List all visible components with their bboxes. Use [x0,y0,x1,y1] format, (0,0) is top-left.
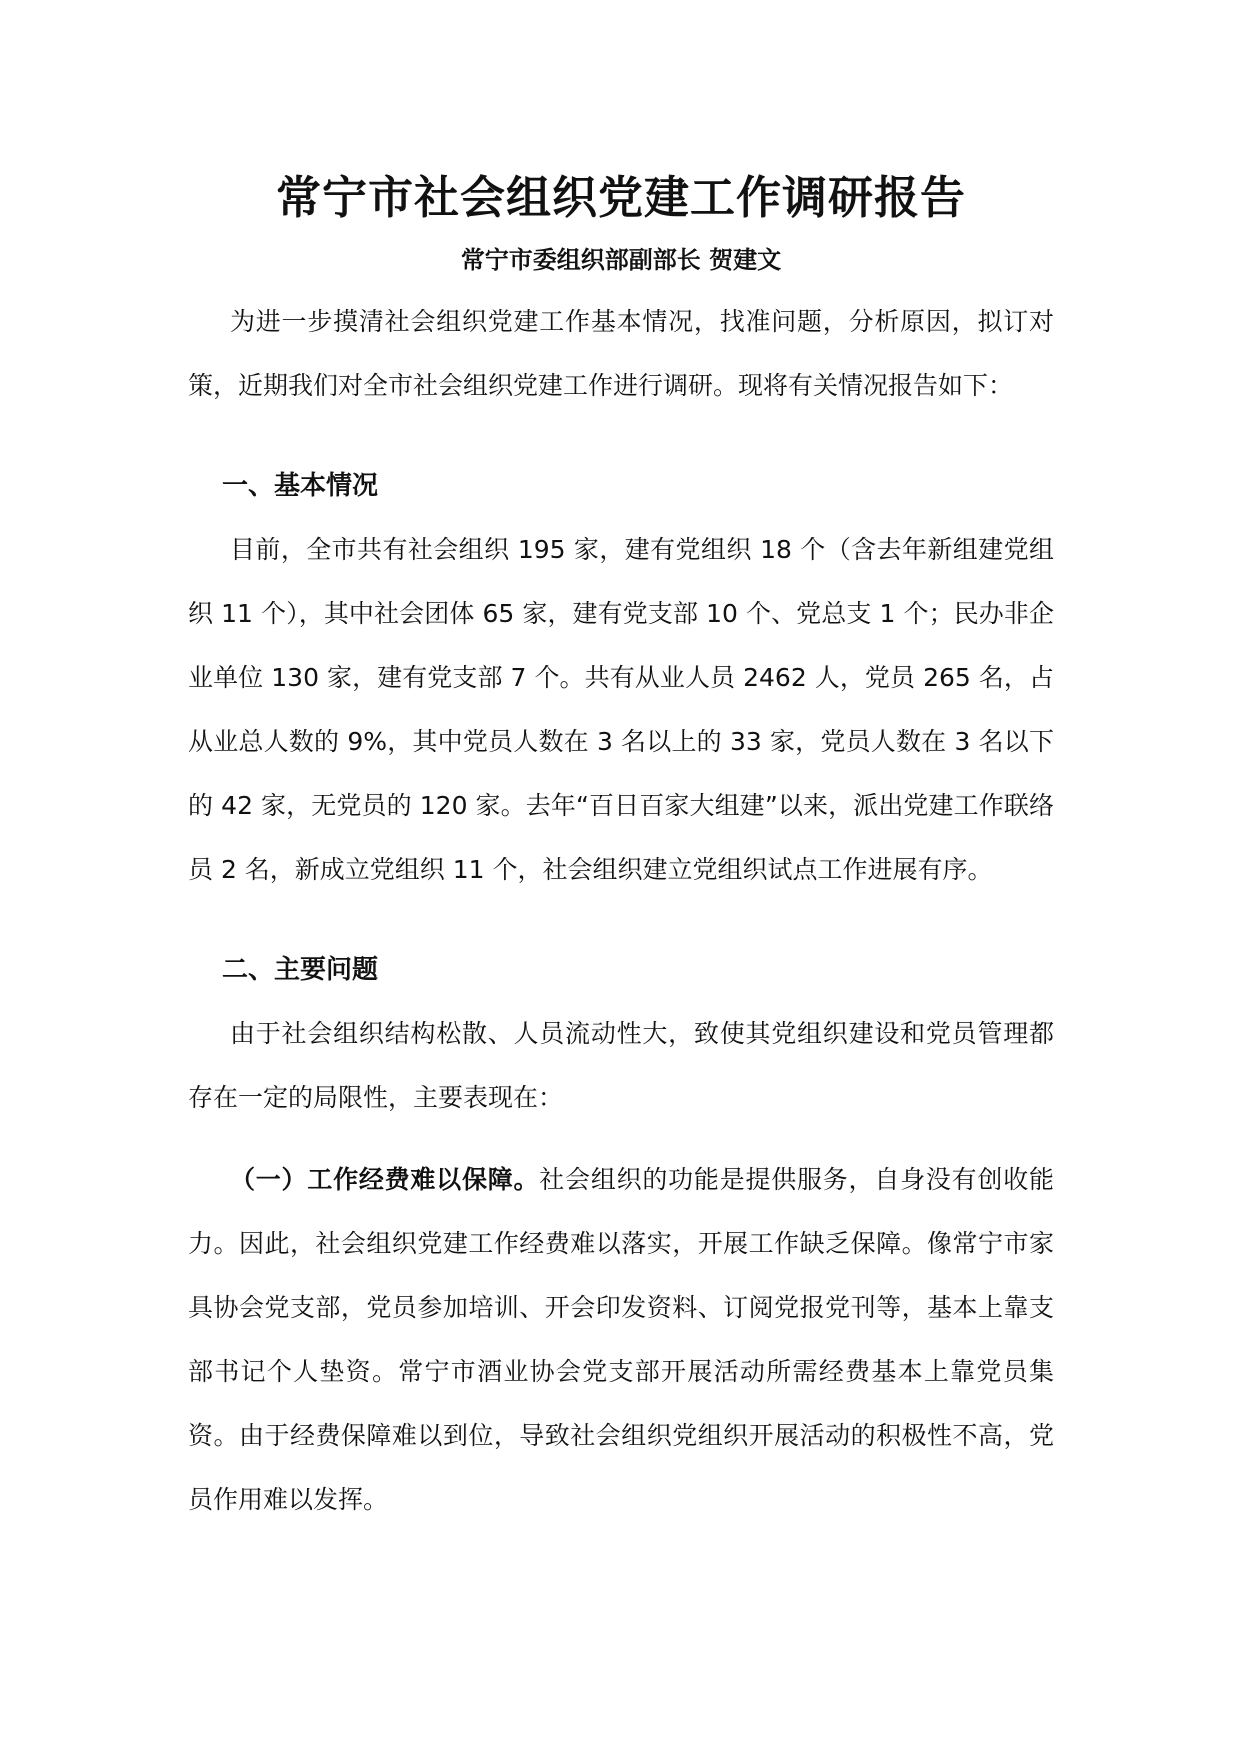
document-page [188,160,1054,1532]
subsection-funding-text: 社会组织的功能是提供服务，自身没有创收能力。因此，社会组织党建工作经费难以落实，开展工作缺乏保障。像常宁市家具协会党支部，党员参加培训、开会印发资料、订阅党报党刊等，基本上靠支部书记个人垫资。常宁市酒业协会党支部开展活动所需经费基本上靠党员集资。由于经费保障难以到位，导致社会组织党组织开展活动的积极性不高，党员作用难以发挥。 [188,1165,1054,1514]
section-heading-basic-situation: 一、基本情况 [222,471,379,501]
intro-paragraph: 为进一步摸清社会组织党建工作基本情况，找准问题，分析原因，拟订对策，近期我们对全市社会组织党建工作进行调研。现将有关情况报告如下： [188,307,1054,400]
main-problems-paragraph: 由于社会组织结构松散、人员流动性大，致使其党组织建设和党员管理都存在一定的局限性，主要表现在： [188,1019,1054,1112]
basic-situation-paragraph: 目前，全市共有社会组织 195 家，建有党组织 18 个（含去年新组建党组织 11 个），其中社会团体 65 家，建有党支部 10 个、党总支 1 个；民办非企业单位 130 家，建有党支部 7 个。共有从业人员 2462 人，党员 265 名，占从业总人数的 9%，其中党员人数在 3 名以上的 33 家，党员人数在 3 名以下的 42 家，无党员的 120 家。去年“百日百家大组建”以来，派出党建工作联络员 2 名，新成立党组织 11 个，社会组织建立党组织试点工作进展有序。 [188,535,1054,884]
document-title: 常宁市社会组织党建工作调研报告 [275,171,966,224]
subsection-funding-lead: （一）工作经费难以保障。 [230,1165,540,1194]
section-heading-main-problems: 二、主要问题 [222,955,379,985]
document-author: 常宁市委组织部副部长 贺建文 [460,245,782,274]
subsection-funding-paragraph [188,1148,1054,1532]
